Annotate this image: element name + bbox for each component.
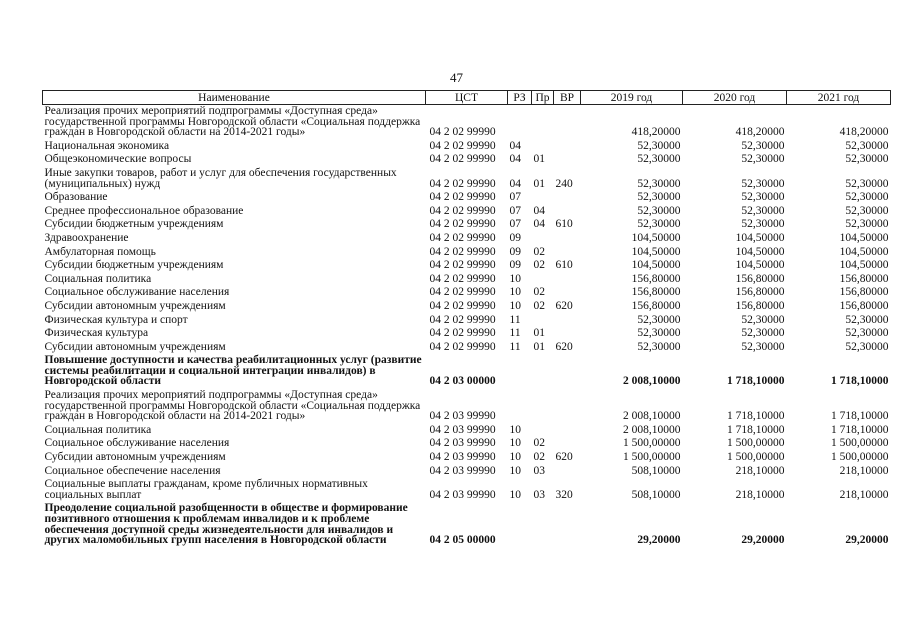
cell-2021: 52,30000 (845, 191, 889, 204)
cell-vr (554, 140, 581, 154)
cell-vr: 620 (555, 299, 573, 312)
cell-pr: 02 (533, 259, 545, 272)
cell-2021: 29,20000 (845, 534, 889, 547)
cell-cst: 04 2 02 99990 (429, 231, 496, 244)
cell-rz: 10 (509, 286, 521, 299)
cell-cst: 04 2 03 99990 (429, 410, 496, 423)
table-row (43, 437, 891, 451)
cell-vr (554, 314, 581, 328)
cell-2019: 104,50000 (631, 245, 681, 258)
table-row (43, 105, 891, 140)
cell-rz: 10 (509, 299, 521, 312)
cell-2019: 52,30000 (637, 340, 681, 353)
cell-name: Национальная экономика (44, 139, 170, 152)
cell-2019: 2 008,10000 (623, 423, 681, 436)
table-row (43, 246, 891, 260)
cell-cst: 04 2 03 99990 (429, 423, 496, 436)
header-2020: 2020 год (683, 91, 787, 105)
cell-2020: 104,50000 (735, 245, 785, 258)
cell-vr (554, 105, 581, 140)
cell-pr: 02 (533, 299, 545, 312)
cell-rz: 10 (509, 464, 521, 477)
cell-2019: 52,30000 (637, 153, 681, 166)
cell-vr (554, 153, 581, 167)
cell-name: Преодоление социальной разобщенности в обществе и формирование позитивного отношения к проблемам инвалидов и к проблеме обеспечения доступной среды жизнедеятельности для инвалидов и других маломобильных групп населения в Новгородской области (44, 502, 408, 547)
header-2019: 2019 год (581, 91, 683, 105)
cell-2021: 52,30000 (845, 218, 889, 231)
cell-name: Реализация прочих мероприятий подпрограммы «Доступная среда» государственной программы Новгородской области «Социальная поддержка граждан в Новгородской области на 2014-2021 годы» (44, 105, 421, 139)
cell-name: Повышение доступности и качества реабилитационных услуг (развитие системы реабилитации и социальной интеграции инвалидов) в Новгородской области (44, 354, 422, 388)
cell-2019: 52,30000 (637, 313, 681, 326)
cell-2020: 52,30000 (741, 327, 785, 340)
cell-2021: 104,50000 (839, 245, 889, 258)
cell-2019: 418,20000 (631, 126, 681, 139)
cell-vr (554, 424, 581, 438)
cell-vr: 620 (555, 451, 573, 464)
table-row (43, 327, 891, 341)
table-row (43, 341, 891, 355)
cell-pr: 04 (533, 218, 545, 231)
cell-2019: 508,10000 (631, 464, 681, 477)
cell-2021: 52,30000 (845, 153, 889, 166)
cell-rz: 10 (509, 423, 521, 436)
cell-vr (554, 191, 581, 205)
cell-2020: 52,30000 (741, 204, 785, 217)
cell-2019: 1 500,00000 (623, 437, 681, 450)
cell-2019: 508,10000 (631, 488, 681, 501)
table-row (43, 140, 891, 154)
cell-cst: 04 2 02 99990 (429, 313, 496, 326)
cell-pr: 03 (533, 488, 545, 501)
table-row (43, 465, 891, 479)
table-row (43, 205, 891, 219)
cell-vr: 610 (555, 218, 573, 231)
cell-name: Социальная политика (44, 272, 152, 285)
table-row (43, 424, 891, 438)
cell-name: Здравоохранение (44, 231, 129, 244)
table-row (43, 314, 891, 328)
cell-vr: 620 (555, 340, 573, 353)
cell-rz: 07 (509, 218, 521, 231)
cell-rz (508, 105, 532, 140)
cell-cst: 04 2 02 99990 (429, 286, 496, 299)
cell-name: Субсидии бюджетным учреждениям (44, 259, 224, 272)
cell-cst: 04 2 02 99990 (429, 191, 496, 204)
cell-vr (554, 246, 581, 260)
cell-cst: 04 2 03 99990 (429, 464, 496, 477)
cell-vr (554, 354, 581, 389)
table-body (43, 105, 891, 548)
cell-2021: 52,30000 (845, 340, 889, 353)
cell-cst: 04 2 02 99990 (429, 153, 496, 166)
cell-name: Субсидии автономным учреждениям (44, 451, 226, 464)
cell-2019: 52,30000 (637, 191, 681, 204)
cell-name: Социальное обслуживание населения (44, 286, 230, 299)
cell-2021: 52,30000 (845, 313, 889, 326)
cell-rz: 07 (509, 204, 521, 217)
cell-pr: 01 (533, 327, 545, 340)
cell-name: Социальное обслуживание населения (44, 437, 230, 450)
cell-vr (554, 465, 581, 479)
cell-vr: 240 (555, 177, 573, 190)
cell-2021: 418,20000 (839, 126, 889, 139)
table-row (43, 218, 891, 232)
cell-pr (532, 140, 554, 154)
header-name: Наименование (43, 91, 426, 105)
cell-2020: 52,30000 (741, 139, 785, 152)
cell-2021: 1 718,10000 (831, 410, 889, 423)
cell-cst: 04 2 03 00000 (429, 375, 496, 388)
table-row (43, 451, 891, 465)
cell-cst: 04 2 02 99990 (429, 126, 496, 139)
cell-rz: 04 (509, 139, 521, 152)
cell-pr (532, 273, 554, 287)
cell-pr: 01 (533, 340, 545, 353)
cell-2019: 52,30000 (637, 218, 681, 231)
cell-2019: 29,20000 (637, 534, 681, 547)
table-row (43, 167, 891, 191)
cell-2019: 2 008,10000 (623, 375, 681, 388)
cell-rz: 11 (509, 340, 521, 353)
cell-2021: 1 500,00000 (831, 437, 889, 450)
cell-2019: 52,30000 (637, 327, 681, 340)
cell-rz: 10 (509, 488, 521, 501)
table-row (43, 389, 891, 424)
cell-name: Субсидии автономным учреждениям (44, 299, 226, 312)
table-row (43, 286, 891, 300)
cell-2020: 218,10000 (735, 488, 785, 501)
cell-2021: 52,30000 (845, 177, 889, 190)
cell-vr: 610 (555, 259, 573, 272)
cell-2021: 104,50000 (839, 259, 889, 272)
cell-name: Социальная политика (44, 423, 152, 436)
cell-2020: 104,50000 (735, 259, 785, 272)
cell-2019: 52,30000 (637, 204, 681, 217)
cell-vr (554, 389, 581, 424)
header-vr: ВР (554, 91, 581, 105)
cell-vr (554, 273, 581, 287)
table-row (43, 259, 891, 273)
cell-2021: 218,10000 (839, 464, 889, 477)
cell-2019: 156,80000 (631, 299, 681, 312)
cell-2019: 156,80000 (631, 286, 681, 299)
cell-rz: 09 (509, 231, 521, 244)
cell-name: Субсидии бюджетным учреждениям (44, 218, 224, 231)
header-cst: ЦСТ (426, 91, 508, 105)
cell-2020: 1 718,10000 (727, 410, 785, 423)
table-row (43, 273, 891, 287)
cell-name: Амбулаторная помощь (44, 245, 156, 258)
cell-rz: 07 (509, 191, 521, 204)
cell-cst: 04 2 02 99990 (429, 177, 496, 190)
cell-pr (532, 191, 554, 205)
cell-cst: 04 2 03 99990 (429, 451, 496, 464)
cell-pr: 04 (533, 204, 545, 217)
cell-2020: 1 718,10000 (727, 375, 785, 388)
cell-2020: 52,30000 (741, 313, 785, 326)
cell-2020: 104,50000 (735, 231, 785, 244)
cell-2020: 418,20000 (735, 126, 785, 139)
cell-rz (508, 389, 532, 424)
cell-pr: 01 (533, 153, 545, 166)
cell-2020: 52,30000 (741, 191, 785, 204)
cell-2021: 1 718,10000 (831, 375, 889, 388)
cell-cst: 04 2 02 99990 (429, 272, 496, 285)
cell-vr: 320 (555, 488, 573, 501)
cell-2021: 218,10000 (839, 488, 889, 501)
cell-2020: 1 500,00000 (727, 437, 785, 450)
cell-cst: 04 2 05 00000 (429, 534, 496, 547)
cell-2020: 52,30000 (741, 340, 785, 353)
cell-2019: 104,50000 (631, 259, 681, 272)
cell-2020: 156,80000 (735, 272, 785, 285)
cell-cst: 04 2 02 99990 (429, 245, 496, 258)
cell-name: Общеэкономические вопросы (44, 153, 192, 166)
table-row (43, 153, 891, 167)
cell-rz: 11 (509, 313, 521, 326)
cell-2021: 1 500,00000 (831, 451, 889, 464)
cell-rz (508, 502, 532, 547)
cell-cst: 04 2 02 99990 (429, 259, 496, 272)
cell-name: Социальное обеспечение населения (44, 464, 221, 477)
cell-2020: 156,80000 (735, 286, 785, 299)
cell-2021: 156,80000 (839, 272, 889, 285)
cell-name: Среднее профессиональное образование (44, 204, 244, 217)
cell-vr (554, 205, 581, 219)
cell-2019: 52,30000 (637, 139, 681, 152)
cell-pr (532, 502, 554, 547)
cell-2019: 52,30000 (637, 177, 681, 190)
header-rz: РЗ (508, 91, 532, 105)
cell-name: Иные закупки товаров, работ и услуг для обеспечения государственных (муниципальных) нужд (44, 166, 397, 190)
cell-pr: 02 (533, 245, 545, 258)
cell-vr (554, 232, 581, 246)
cell-name: Реализация прочих мероприятий подпрограммы «Доступная среда» государственной программы Новгородской области «Социальная поддержка граждан в Новгородской области на 2014-2021 годы» (44, 389, 421, 423)
cell-2019: 1 500,00000 (623, 451, 681, 464)
header-pr: Пр (532, 91, 554, 105)
cell-name: Субсидии автономным учреждениям (44, 340, 226, 353)
cell-pr (532, 354, 554, 389)
cell-pr: 01 (533, 177, 545, 190)
cell-cst: 04 2 03 99990 (429, 488, 496, 501)
cell-2020: 52,30000 (741, 218, 785, 231)
cell-rz: 04 (509, 153, 521, 166)
table-row (43, 478, 891, 502)
cell-vr (554, 437, 581, 451)
cell-2019: 104,50000 (631, 231, 681, 244)
cell-2020: 1 718,10000 (727, 423, 785, 436)
table-header-row (43, 91, 891, 105)
cell-2021: 52,30000 (845, 139, 889, 152)
cell-rz: 10 (509, 451, 521, 464)
cell-cst: 04 2 02 99990 (429, 139, 496, 152)
cell-pr (532, 232, 554, 246)
cell-name: Физическая культура и спорт (44, 313, 188, 326)
cell-pr (532, 389, 554, 424)
cell-name: Социальные выплаты гражданам, кроме публичных нормативных социальных выплат (44, 478, 368, 501)
cell-vr (554, 502, 581, 547)
cell-rz: 10 (509, 437, 521, 450)
cell-cst: 04 2 02 99990 (429, 340, 496, 353)
cell-pr (532, 105, 554, 140)
cell-2020: 52,30000 (741, 177, 785, 190)
cell-rz (508, 354, 532, 389)
table-row (43, 502, 891, 547)
table-row (43, 300, 891, 314)
cell-2019: 156,80000 (631, 272, 681, 285)
header-2021: 2021 год (787, 91, 891, 105)
cell-2021: 52,30000 (845, 327, 889, 340)
table-row (43, 354, 891, 389)
cell-cst: 04 2 02 99990 (429, 218, 496, 231)
cell-2021: 104,50000 (839, 231, 889, 244)
cell-rz: 04 (509, 177, 521, 190)
page-number: 47 (450, 70, 463, 85)
cell-pr: 03 (533, 464, 545, 477)
cell-pr: 02 (533, 451, 545, 464)
cell-name: Образование (44, 191, 108, 204)
cell-pr (532, 424, 554, 438)
cell-cst: 04 2 02 99990 (429, 327, 496, 340)
cell-name: Физическая культура (44, 327, 149, 340)
cell-pr: 02 (533, 437, 545, 450)
cell-cst: 04 2 02 99990 (429, 204, 496, 217)
cell-cst: 04 2 03 99990 (429, 437, 496, 450)
cell-2019: 2 008,10000 (623, 410, 681, 423)
cell-2020: 52,30000 (741, 153, 785, 166)
cell-vr (554, 286, 581, 300)
table-row (43, 232, 891, 246)
cell-2021: 1 718,10000 (831, 423, 889, 436)
cell-2021: 156,80000 (839, 286, 889, 299)
cell-rz: 09 (509, 259, 521, 272)
cell-pr: 02 (533, 286, 545, 299)
cell-2021: 52,30000 (845, 204, 889, 217)
cell-2021: 156,80000 (839, 299, 889, 312)
cell-vr (554, 327, 581, 341)
cell-2020: 218,10000 (735, 464, 785, 477)
cell-rz: 09 (509, 245, 521, 258)
cell-rz: 11 (509, 327, 521, 340)
cell-2020: 1 500,00000 (727, 451, 785, 464)
cell-pr (532, 314, 554, 328)
budget-table (42, 90, 891, 548)
table-row (43, 191, 891, 205)
cell-rz: 10 (509, 272, 521, 285)
cell-2020: 29,20000 (741, 534, 785, 547)
cell-cst: 04 2 02 99990 (429, 299, 496, 312)
cell-2020: 156,80000 (735, 299, 785, 312)
